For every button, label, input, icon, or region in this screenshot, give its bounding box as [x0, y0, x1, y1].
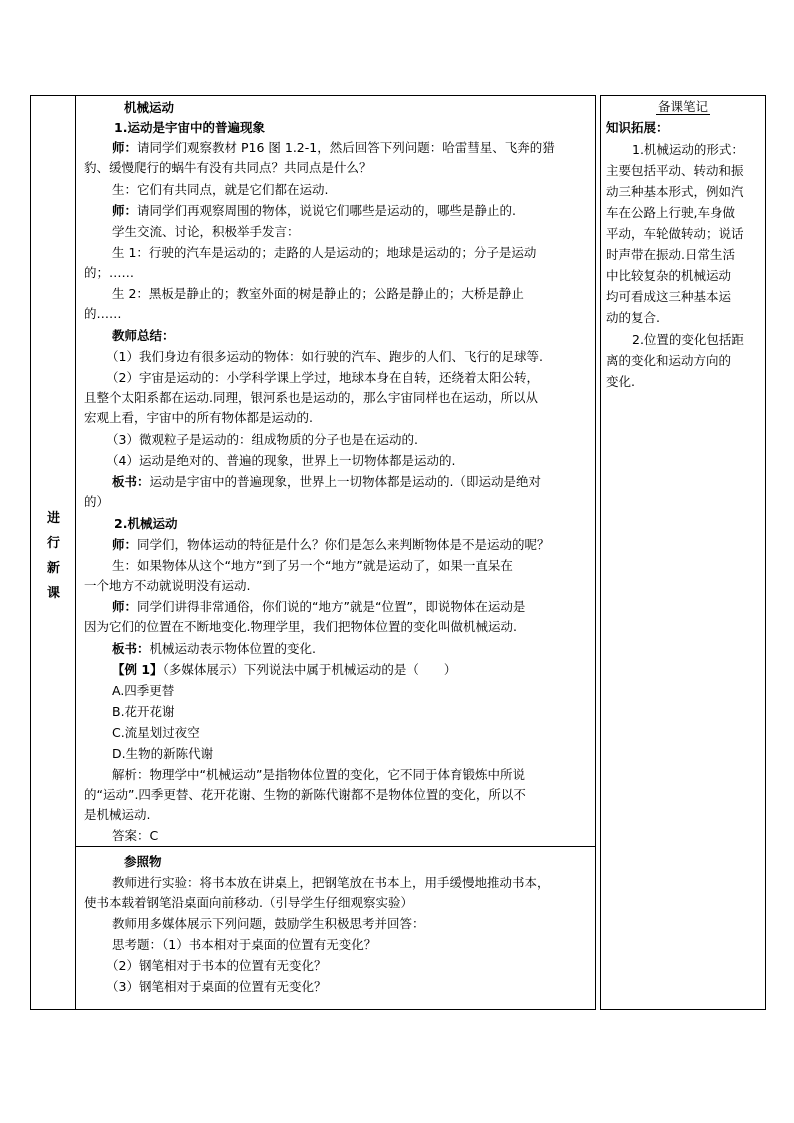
option-a: A.四季更替 [112, 683, 175, 698]
question-3: （3）钢笔相对于桌面的位置有无变化？ [106, 979, 327, 994]
paragraph: 的“运动”.四季更替、花开花谢、生物的新陈代谢都不是物体位置的变化，所以不 [84, 787, 526, 802]
note-line: 1.机械运动的形式： [632, 142, 744, 157]
row-label-char: 新 [46, 561, 60, 576]
paragraph [84, 639, 589, 659]
speaker-label: 师： [112, 599, 138, 614]
paragraph: 生 1：行驶的汽车是运动的；走路的人是运动的；地球是运动的；分子是运动 [112, 245, 537, 260]
speaker-label: 师： [112, 140, 138, 155]
paragraph: 的） [84, 494, 110, 509]
summary-title: 教师总结： [112, 328, 175, 343]
paragraph: （1）我们身边有很多运动的物体：如行驶的汽车、跑步的人们、飞行的足球等. [106, 349, 543, 364]
paragraph: 的…… [84, 306, 122, 321]
paragraph: 一个地方不动就说明没有运动. [84, 578, 251, 593]
notes-column [600, 95, 766, 1010]
paragraph: （4）运动是绝对的、普遍的现象，世界上一切物体都是运动的. [106, 453, 456, 468]
paragraph: 解析：物理学中“机械运动”是指物体位置的变化，它不同于体育锻炼中所说 [112, 767, 525, 782]
text: 同学们讲得非常通俗，你们说的“地方”就是“位置”，即说物体在运动是 [137, 599, 526, 614]
note-line: 变化. [606, 374, 635, 389]
text: 运动是宇宙中的普遍现象，世界上一切物体都是运动的.（即运动是绝对 [149, 474, 541, 489]
subheading-2: 2.机械运动 [114, 516, 178, 531]
note-line: 2.位置的变化包括距 [632, 332, 744, 347]
paragraph: 生：如果物体从这个“地方”到了另一个“地方”就是运动了，如果一直呆在 [112, 558, 513, 573]
note-line: 离的变化和运动方向的 [606, 353, 732, 368]
paragraph [84, 597, 589, 617]
note-line: 平动，车轮做转动；说话 [606, 226, 744, 241]
lesson-table [30, 95, 596, 1010]
section-heading: 参照物 [124, 854, 162, 869]
extension-title: 知识拓展： [606, 120, 669, 135]
note-line: 动三种基本形式，例如汽 [606, 184, 744, 199]
note-line: 时声带在振动.日常生活 [606, 247, 735, 262]
paragraph: 学生交流、讨论，积极举手发言： [112, 224, 300, 239]
paragraph: 是机械运动. [84, 807, 151, 822]
row-label-column [31, 96, 76, 1009]
row-label-char: 行 [46, 536, 60, 551]
text: （多媒体展示）下列说法中属于机械运动的是（ ） [162, 662, 457, 677]
option-b: B.花开花谢 [112, 704, 175, 719]
note-line: 中比较复杂的机械运动 [606, 268, 732, 283]
paragraph [84, 660, 589, 680]
paragraph [84, 201, 589, 221]
paragraph: （2）宇宙是运动的：小学科学课上学过，地球本身在自转，还绕着太阳公转， [106, 370, 539, 385]
paragraph: 的；…… [84, 265, 135, 280]
content-column [76, 96, 595, 1009]
answer: 答案：C [112, 828, 159, 843]
note-line: 动的复合. [606, 310, 660, 325]
board-label: 板书： [112, 641, 150, 656]
row-label-char: 课 [46, 586, 60, 601]
paragraph: （3）微观粒子是运动的：组成物质的分子也是在运动的. [106, 432, 418, 447]
option-c: C.流星划过夜空 [112, 725, 200, 740]
section-mechanical-motion [76, 96, 595, 847]
question-2: （2）钢笔相对于书本的位置有无变化？ [106, 958, 327, 973]
text: 同学们，物体运动的特征是什么？你们是怎么来判断物体是不是运动的呢？ [137, 537, 550, 552]
paragraph: 豹、缓慢爬行的蜗牛有没有共同点？共同点是什么？ [84, 160, 372, 175]
section-reference-object [76, 846, 595, 1009]
paragraph: 教师用多媒体展示下列问题，鼓励学生积极思考并回答： [112, 916, 425, 931]
paragraph: 因为它们的位置在不断地变化.物理学里，我们把物体位置的变化叫做机械运动. [84, 619, 517, 634]
paragraph: 宏观上看，宇宙中的所有物体都是运动的. [84, 410, 313, 425]
example-label: 【例 1】 [112, 662, 163, 677]
subheading-1: 1.运动是宇宙中的普遍现象 [114, 120, 265, 135]
notes-title [601, 98, 765, 116]
section-heading: 机械运动 [124, 100, 175, 115]
option-d: D.生物的新陈代谢 [112, 746, 214, 761]
note-line: 车在公路上行驶,车身做 [606, 205, 735, 220]
paragraph [84, 138, 589, 158]
paragraph [84, 535, 589, 555]
question-1: 思考题：（1）书本相对于桌面的位置有无变化？ [112, 937, 377, 952]
row-label-char: 进 [46, 511, 60, 526]
paragraph: 生：它们有共同点，就是它们都在运动. [112, 182, 329, 197]
note-line: 主要包括平动、转动和振 [606, 163, 744, 178]
paragraph: 生 2：黑板是静止的；教室外面的树是静止的；公路是静止的；大桥是静止 [112, 286, 524, 301]
paragraph: 且整个太阳系都在运动.同理，银河系也是运动的，那么宇宙同样也在运动，所以从 [84, 390, 538, 405]
speaker-label: 师： [112, 203, 138, 218]
row-label [31, 506, 76, 606]
paragraph: 教师进行实验：将书本放在讲桌上，把钢笔放在书本上，用手缓慢地推动书本， [112, 875, 550, 890]
text: 请同学们再观察周围的物体，说说它们哪些是运动的，哪些是静止的. [137, 203, 516, 218]
text: 机械运动表示物体位置的变化. [149, 641, 316, 656]
paragraph [84, 472, 589, 492]
notes-title-text: 备课笔记 [657, 99, 708, 114]
speaker-label: 师： [112, 537, 138, 552]
note-line: 均可看成这三种基本运 [606, 289, 732, 304]
text: 请同学们观察教材 P16 图 1.2-1，然后回答下列问题：哈雷彗星、飞奔的猎 [137, 140, 555, 155]
paragraph: 使书本载着钢笔沿桌面向前移动.（引导学生仔细观察实验） [84, 895, 413, 910]
board-label: 板书： [112, 474, 150, 489]
